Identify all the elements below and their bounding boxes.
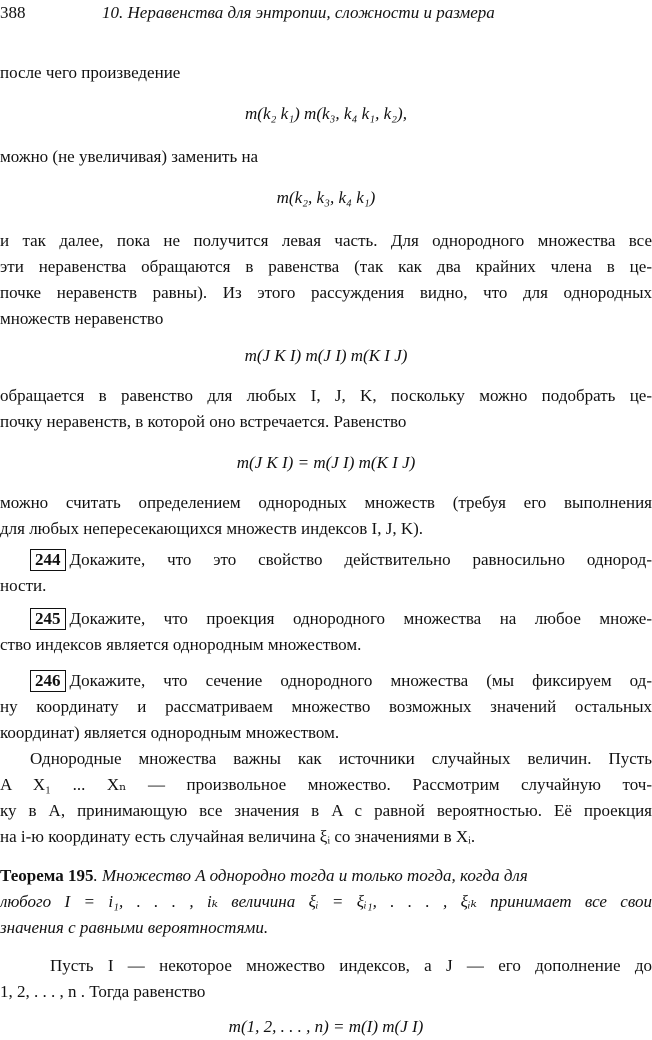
theorem-line: любого I = i₁, . . . , iₖ величина ξᵢ = ξᵢ₁, . . . , ξᵢₖ принимает все свои bbox=[0, 889, 652, 915]
paragraph-line: Пусть I — некоторое множество индексов, а J — его дополнение до bbox=[50, 953, 652, 979]
paragraph-line: почку неравенств, в которой оно встречается. Равенство bbox=[0, 409, 652, 435]
problem-244-line: ности. bbox=[0, 573, 652, 599]
theorem-text: . Множество A однородно тогда и только тогда, когда для bbox=[93, 866, 527, 885]
formula-text: m(J K I) = m(J I) m(K I J) bbox=[237, 453, 416, 472]
theorem-label: Теорема 195 bbox=[0, 866, 93, 885]
formula bbox=[0, 450, 652, 476]
problem-number-box: 244 bbox=[30, 549, 66, 571]
paragraph-line: множеств неравенство bbox=[0, 306, 652, 332]
problem-246-line: ну координату и рассматриваем множество возможных значений остальных bbox=[0, 694, 652, 720]
problem-244-line bbox=[30, 547, 652, 573]
chapter-title: 10. Неравенства для энтропии, сложности и размера bbox=[102, 0, 495, 26]
paragraph-line: ку в A, принимающую все значения в A с равной вероятностью. Её проекция bbox=[0, 798, 652, 824]
text-line: можно (не увеличивая) заменить на bbox=[0, 144, 652, 170]
formula: m(k₂ k₁) m(k₃, k₄ k₁, k₂), bbox=[0, 101, 652, 127]
problem-text: Докажите, что это свойство действительно равносильно однород- bbox=[70, 550, 652, 569]
problem-number-box: 245 bbox=[30, 608, 66, 630]
problem-246-line: координат) является однородным множеством. bbox=[0, 720, 652, 746]
problem-245-line: ство индексов является однородным множеством. bbox=[0, 632, 652, 658]
text-line: после чего произведение bbox=[0, 60, 652, 86]
paragraph-line: почке неравенств равны). Из этого рассуждения видно, что для однородных bbox=[0, 280, 652, 306]
paragraph-line: обращается в равенство для любых I, J, K, поскольку можно подобрать це- bbox=[0, 383, 652, 409]
formula: m(J K I) m(J I) m(K I J) bbox=[0, 343, 652, 369]
paragraph-line: Однородные множества важны как источники случайных величин. Пусть bbox=[30, 746, 652, 772]
problem-text: Докажите, что проекция однородного множества на любое множе- bbox=[70, 609, 652, 628]
paragraph-line: можно считать определением однородных множеств (требуя его выполнения bbox=[0, 490, 652, 516]
problem-246-line bbox=[30, 668, 652, 694]
paragraph-line: на i-ю координату есть случайная величина ξᵢ со значениями в Xᵢ. bbox=[0, 824, 652, 850]
paragraph-line: эти неравенства обращаются в равенства (так как два крайних члена в це- bbox=[0, 254, 652, 280]
paragraph-line: и так далее, пока не получится левая часть. Для однородного множества все bbox=[0, 228, 652, 254]
problem-245-line bbox=[30, 606, 652, 632]
paragraph-line: для любых непересекающихся множеств индексов I, J, K). bbox=[0, 516, 652, 542]
paragraph-line: 1, 2, . . . , n . Тогда равенство bbox=[0, 979, 652, 1005]
problem-text: Докажите, что сечение однородного множества (мы фиксируем од- bbox=[70, 671, 652, 690]
problem-number-box: 246 bbox=[30, 670, 66, 692]
theorem-line bbox=[0, 863, 652, 889]
formula: m(k₂, k₃, k₄ k₁) bbox=[0, 185, 652, 211]
paragraph-line: A X₁ ... Xₙ — произвольное множество. Рассмотрим случайную точ- bbox=[0, 772, 652, 798]
theorem-line: значения с равными вероятностями. bbox=[0, 915, 652, 941]
formula: m(1, 2, . . . , n) = m(I) m(J I) bbox=[0, 1014, 652, 1040]
page-number: 388 bbox=[0, 0, 26, 26]
